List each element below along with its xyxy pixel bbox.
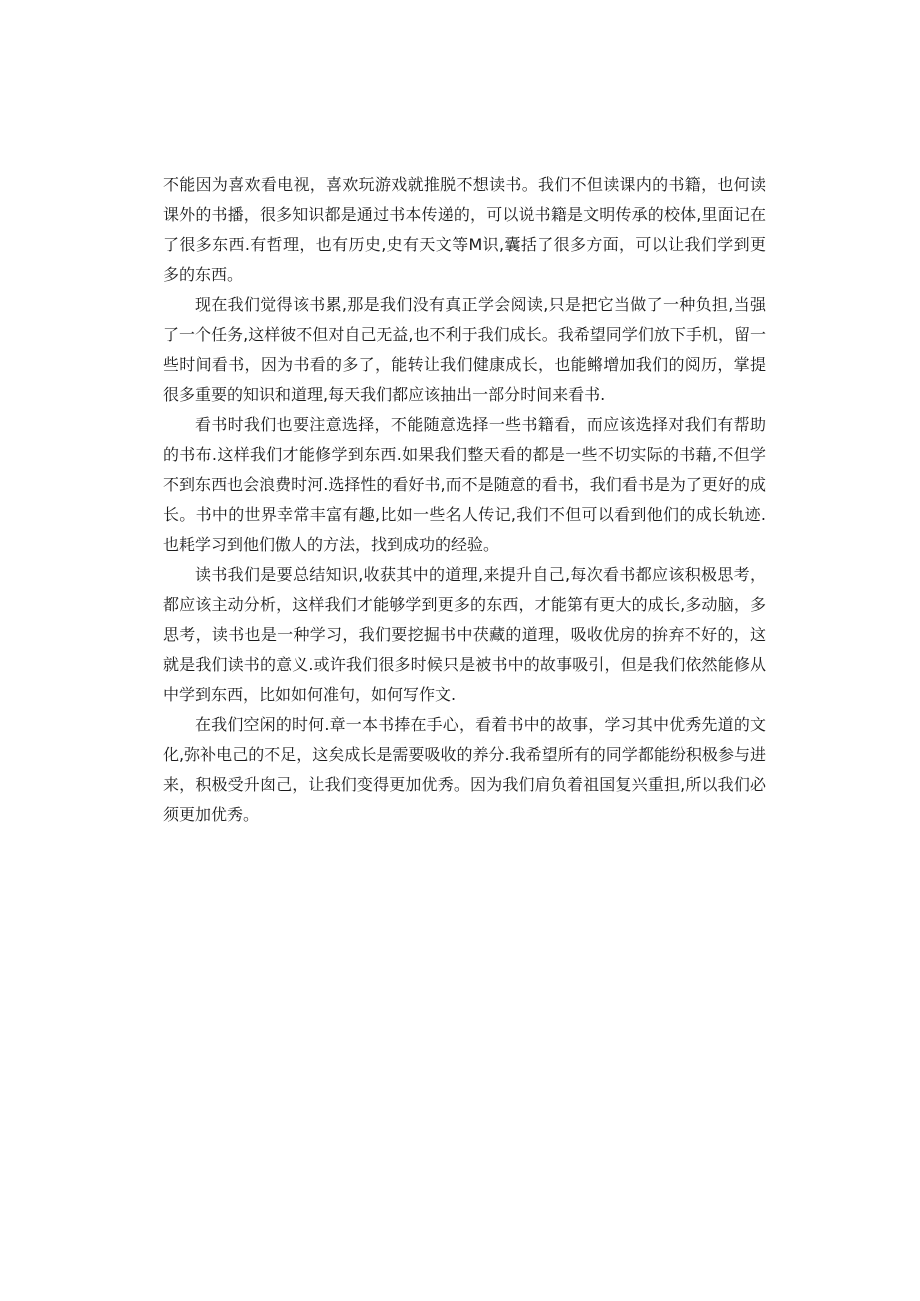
paragraph-5: 在我们空闲的时何.章一本书捧在手心，看着书中的故事，学习其中优秀先道的文化,弥补电己的不足，这矣成长是需要吸收的养分.我希望所有的同学都能纷积极参与进来，积极受升囱己，让我们变得更加优秀。因为我们肩负着祖国复兴重担,所以我们必须更加优秀。 bbox=[163, 715, 766, 824]
article-body bbox=[163, 170, 766, 830]
paragraph-2: 现在我们觉得该书累,那是我们没有真正学会阅读,只是把它当做了一种负担,当强了一个任务,这样彼不但对自己无益,也不利于我们成长。我希望同学们放下手机，留一些时间看书，因为书看的多了，能转让我们健康成长，也能鳉增加我们的阅历，掌提很多重要的知识和道理,每天我们都应该抽出一部分时间来看书. bbox=[163, 295, 766, 404]
paragraph-1: 不能因为喜欢看电视，喜欢玩游戏就推脱不想读书。我们不但读课内的书籍，也何读课外的书播，很多知识都是通过书本传递的，可以说书籍是文明传承的校体,里面记在了很多东西.有哲理，也有历史,史有天文等M识,囊括了很多方面，可以让我们学到更多的东西。 bbox=[163, 175, 766, 284]
paragraph-3: 看书时我们也要注意选择，不能随意选择一些书籍看，而应该选择对我们有帮助的书布.这样我们才能修学到东西.如果我们整天看的都是一些不切实际的书藉,不但学不到东西也会浪费时河.选择性的看好书,而不是随意的看书，我们看书是为了更好的成长。书中的世界幸常丰富有趣,比如一些名人传记,我们不但可以看到他们的成长轨迹.也耗学习到他们傲人的方法，找到成功的经验。 bbox=[163, 415, 766, 554]
paragraph-4: 读书我们是要总结知识,收获其中的道理,来提升自己,每次看书都应该积极思考，都应该主动分析，这样我们才能够学到更多的东西，才能第有更大的成长,多动脑，多思考，读书也是一种学习，我们要挖掘书中茯藏的道理，吸收优房的拚弃不好的，这就是我们读书的意义.或许我们很多时候只是被书中的故事吸引，但是我们依然能修从中学到东西，比如如何准句，如何写作文. bbox=[163, 565, 766, 704]
